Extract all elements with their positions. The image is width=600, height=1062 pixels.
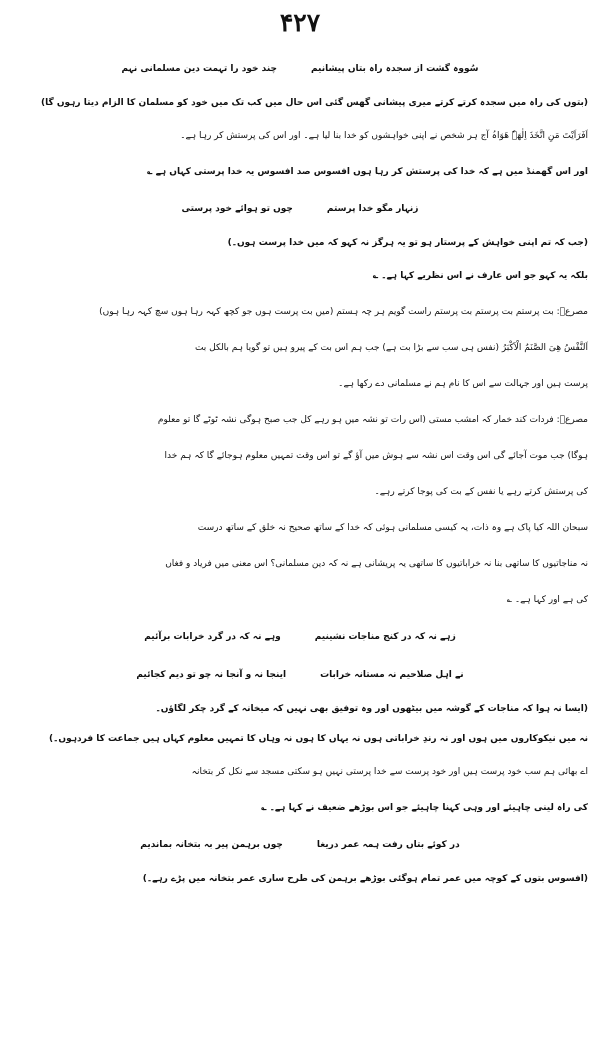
verse-couplet [12, 656, 588, 694]
translation-note-line: نہ میں نیکوکاروں میں ہوں اور نہ رندِ خراباتی ہوں نہ یہاں کا ہوں نہ وہاں کا تمہیں معلوم کہاں ہیں جماعت کا فردہوں۔) [49, 734, 588, 744]
body-text-line: نہ مناجاتیوں کا ساتھی بنا نہ خراباتیوں کا ساتھی یہ پریشانی ہے نہ کہ دین مسلمانی؟ اس معنی میں فریاد و فغاں [165, 559, 588, 569]
verse-hemistich-second: چوں تو ہوائے خود پرستی [181, 204, 293, 214]
translation-note-line: (افسوس بتوں کے کوچہ میں عمر تمام ہوگئی بوڑھے برہمن کی طرح ساری عمر بتخانہ میں پڑے رہے۔) [142, 874, 588, 884]
verse-hemistich-first: سُووہ گشت از سجدہ راہ بتاں پیشانیم [310, 64, 479, 74]
body-text-line: مصرعؔ: بت پرستم بت پرستم بت پرستم راست گویم ہر چہ ہستم (میں بت پرست ہوں جو کچھ کہہ رہا ہوں سچ کہہ رہا ہوں) [99, 307, 588, 317]
body-text-line: اَفَرَاَیْتَ مَنِ اتَّخَذَ اِلٰھَہٗ ھَوَاہُ آج ہر شخص نے اپنی خواہشوں کو خدا بنا لیا ہے۔ اور اس کی پرستش کر رہا ہے۔ [180, 131, 588, 141]
page-content [12, 50, 588, 894]
translation-note-line: (ایسا نہ ہوا کہ مناجات کے گوشہ میں بیٹھوں اور وہ توفیق بھی نہیں کہ میخانہ کے گرد چکر لگاؤں۔ [155, 704, 588, 714]
body-text-line: پرست ہیں اور جہالت سے اس کا نام ہم نے مسلمانی دے رکھا ہے۔ [338, 379, 588, 389]
bold-text-line: بلکہ یہ کہو جو اس عارف نے اس نظریے کہا ہے۔ ؎ [372, 271, 588, 281]
body-text-line: اے بھائی ہم سب خود پرست ہیں اور خود پرست سے خدا پرستی نہیں ہو سکتی مسجد سے نکل کر بتخانہ [191, 767, 588, 777]
verse-hemistich-first: نے اہل صلاحیم نہ مستانہ خرابات [320, 670, 464, 680]
verse-hemistich-second: اینجا نہ و آنجا نہ چو تو دیم کجائیم [136, 670, 287, 680]
body-text-line: کی ہے اور کہا ہے۔ ؎ [506, 595, 588, 605]
translation-note-line: (بتوں کی راہ میں سجدہ کرتے کرتے میری پیشانی گھس گئی اس حال میں کب تک میں خود کو مسلمان کا الزام دیتا رہوں گا) [40, 98, 588, 108]
bold-text-line: اور اس گھمنڈ میں ہے کہ خدا کی پرستش کر رہا ہوں افسوس صد افسوس یہ خدا پرستی کہاں ہے ؎ [147, 167, 588, 177]
page-number: ۴۲۷ [279, 8, 321, 37]
verse-couplet [12, 50, 588, 88]
body-text-line: ہوگا) جب موت آجائے گی اس وقت اس نشہ سے ہوش میں آؤ گے تو اس وقت تمہیں معلوم ہوجائے گا کہ ہم خدا [164, 451, 588, 461]
body-text-line: مصرعؔ: فردات کند خمار کہ امشب مستی (اس رات تو نشہ میں ہو رہے کل جب صبح ہوگی نشہ ٹوٹے گا تو معلوم [157, 415, 588, 425]
verse-hemistich-second: چوں برہمن پیر بہ بتخانہ بماندیم [140, 840, 283, 850]
body-text-line: سبحان اللہ کیا پاک ہے وہ ذات، یہ کیسی مسلمانی ہوئی کہ خدا کے ساتھ صحیح نہ خلق کے ساتھ درست [197, 523, 588, 533]
verse-couplet [12, 190, 588, 228]
verse-hemistich-second: وہے نہ کہ در گرد خرابات برآئیم [144, 632, 281, 642]
bold-text-line: کی راہ لینی چاہیئے اور وہی کہنا چاہیئے جو اس بوڑھے ضعیف نے کہا ہے۔ ؎ [261, 803, 588, 813]
body-text-line: اَلنَّفْسُ ھِیَ الصَّنَمُ الْاَکْبَرُ (نفس ہی سب سے بڑا بت ہے) جب ہم اس بت کے پیرو ہیں تو گویا ہم بالکل بت [194, 343, 588, 353]
body-text-line: کی پرستش کرتے رہے یا نفس کے بت کی پوجا کرتے رہے۔ [374, 487, 588, 497]
verse-hemistich-second: چند خود را تہمت دین مسلمانی نہم [121, 64, 277, 74]
verse-hemistich-first: زنہار مگو خدا پرستم [326, 204, 419, 214]
verse-hemistich-first: در کوئے بتاں رفت ہمہ عمر دریغا [316, 840, 460, 850]
verse-hemistich-first: زہے نہ کہ در کنج مناجات نشینیم [314, 632, 456, 642]
translation-note-line: (جب کہ تم اپنی خواہش کے پرستار ہو تو یہ ہرگز نہ کہو کہ میں خدا پرست ہوں۔) [227, 238, 588, 248]
verse-couplet [12, 826, 588, 864]
verse-couplet [12, 618, 588, 656]
